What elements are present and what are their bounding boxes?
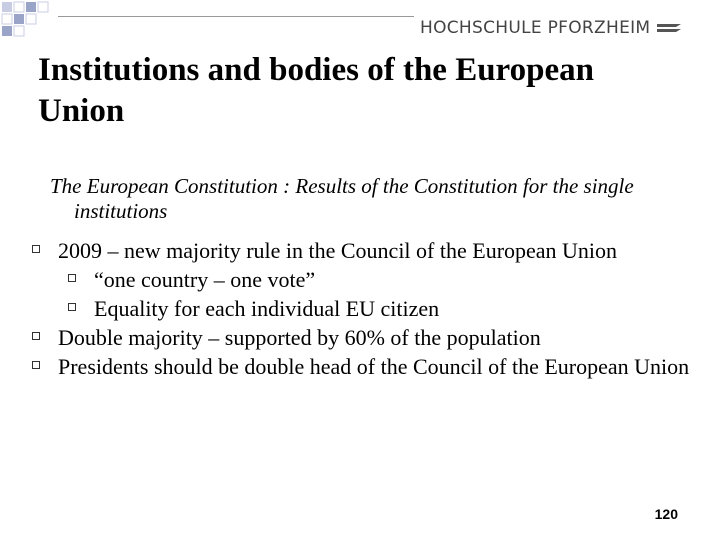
- square-bullet-icon: [32, 361, 40, 369]
- slide-subtitle: The European Constitution : Results of the Constitution for the single institutions: [50, 174, 634, 223]
- slide-title: Institutions and bodies of the European Union: [38, 52, 594, 129]
- page-number: 120: [654, 506, 678, 522]
- bullet-item: [30, 352, 690, 381]
- university-logo: [420, 14, 682, 42]
- bullet-item: [30, 236, 690, 265]
- sub-bullet-item: [30, 294, 690, 323]
- bullet-list: [30, 236, 690, 381]
- header-divider: [58, 16, 414, 17]
- sub-bullet-item: [30, 265, 690, 294]
- bullet-text: Presidents should be double head of the Council of the European Union: [58, 354, 690, 379]
- bullet-item: [30, 323, 690, 352]
- bullet-text: “one country – one vote”: [94, 267, 316, 292]
- bullet-text: 2009 – new majority rule in the Council of the European Union: [58, 238, 618, 263]
- logo-mark-icon: [656, 21, 682, 35]
- bullet-text: Double majority – supported by 60% of the population: [58, 325, 541, 350]
- decorative-squares: [0, 0, 60, 40]
- logo-text: HOCHSCHULE PFORZHEIM: [420, 18, 651, 38]
- bullet-text: Equality for each individual EU citizen: [94, 296, 440, 321]
- square-bullet-icon: [32, 332, 40, 340]
- square-bullet-icon: [32, 245, 40, 253]
- square-bullet-icon: [68, 303, 76, 311]
- square-bullet-icon: [68, 274, 76, 282]
